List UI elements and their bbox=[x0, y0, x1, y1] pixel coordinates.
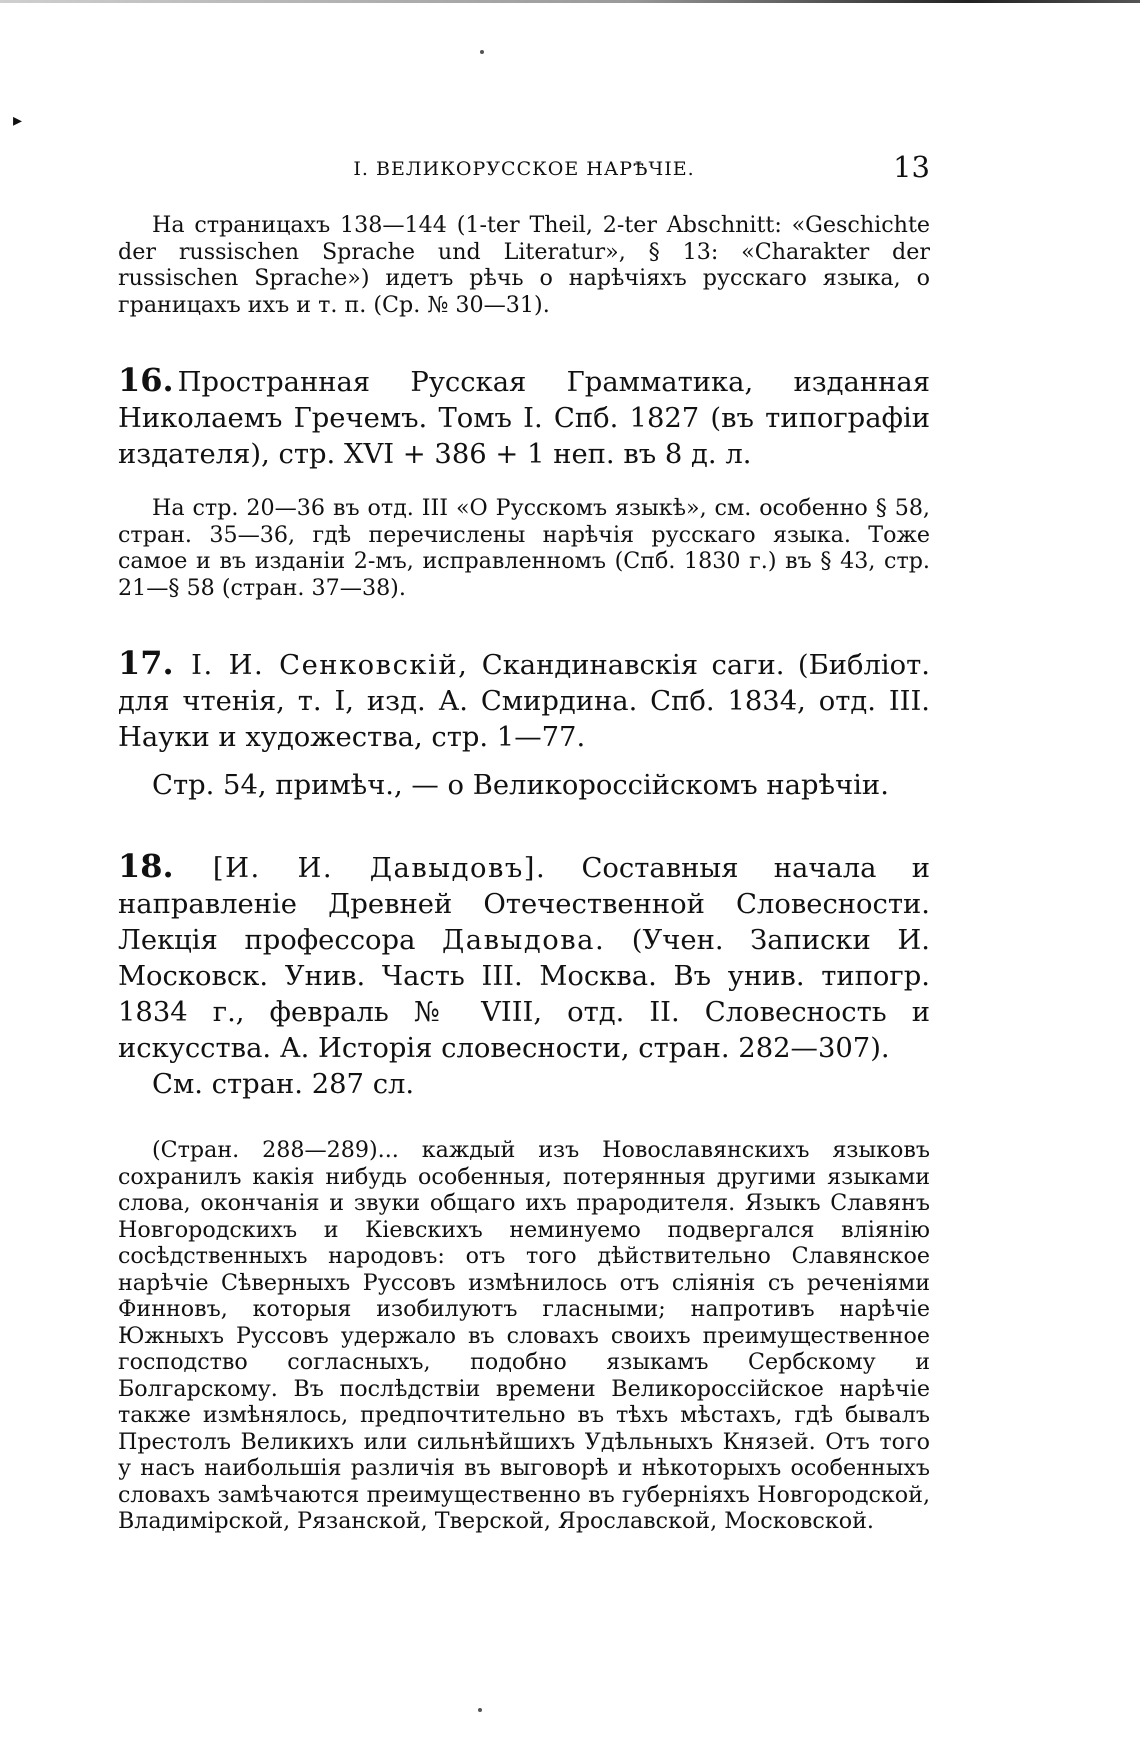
running-title: I. ВЕЛИКОРУССКОЕ НАРѢЧІЕ. bbox=[353, 158, 695, 180]
page-number: 13 bbox=[893, 150, 930, 184]
entry-number: 17. bbox=[118, 644, 174, 682]
entry-note-text: На стр. 20—36 въ отд. III «О Русскомъ языкѣ», см. особенно § 58, стран. 35—36, гдѣ перечислены нарѣчія русскаго языка. Тоже самое и въ изданіи 2-мъ, исправленномъ (Спб. 1830 г.) въ § 43, стр. 21—§ 58 (стран. 37—38). bbox=[118, 495, 930, 601]
scan-speck bbox=[480, 50, 484, 54]
entry-note bbox=[118, 495, 930, 601]
entry-see-also bbox=[118, 1067, 930, 1103]
entry-citation-text: Скандинавскія саги. (Библіот. для чтенія, т. I, изд. А. Смирдина. Спб. 1834, отд. III. Науки и художества, стр. 1—77. bbox=[118, 650, 930, 753]
entry-note-text: (Стран. 288—289)... каждый изъ Новославянскихъ языковъ сохранилъ какія нибудь особенныя, потерянныя другими языками слова, окончанія и звуки общаго ихъ прародителя. Языкъ Славянъ Новгородскихъ и Кіевскихъ неминуемо подвергался вліянію сосѣдственныхъ народовъ: отъ того дѣйствительно Славянское нарѣчіе Сѣверныхъ Руссовъ измѣнилось отъ слiянiя съ реченіями Финновъ, которыя изобилуютъ гласными; напротивъ нарѣчіе Южныхъ Руссовъ удержало въ словахъ своихъ преимущественное господство согласныхъ, подобно языкамъ Сербскому и Болгарскому. Въ послѣдствіи времени Великороссійское нарѣчіе также измѣнялось, предпочтительно въ тѣхъ мѣстахъ, гдѣ бывалъ Престолъ Великихъ или сильнѣйшихъ Удѣльныхъ Князей. Отъ того у насъ наибольшія различія въ выговорѣ и нѣкоторыхъ особенныхъ словахъ замѣчаются преимущественно въ губерніяхъ Новгородской, Владимірской, Рязанской, Тверской, Ярославской, Московской. bbox=[118, 1137, 930, 1534]
entry-see-also-text: См. стран. 287 сл. bbox=[152, 1069, 415, 1100]
scan-speck bbox=[478, 1708, 482, 1712]
entry-16 bbox=[118, 362, 930, 601]
entry-note bbox=[118, 1137, 930, 1535]
scan-top-edge bbox=[0, 0, 1140, 3]
book-page bbox=[118, 150, 930, 1535]
entry-citation-text: Составныя начала и направленіе Древней Отечественной Словесности. Лекція профессора bbox=[118, 853, 930, 956]
entry-number: 18. bbox=[118, 847, 174, 885]
entry-author: [И. И. Давыдовъ]. bbox=[212, 853, 547, 884]
intro-paragraph bbox=[118, 212, 930, 318]
entry-citation bbox=[118, 848, 930, 1067]
running-head bbox=[118, 150, 930, 190]
entry-author-2: Давыдова. bbox=[442, 925, 606, 956]
entry-note bbox=[118, 768, 930, 804]
entry-citation-text-2: (Учен. Записки И. Московск. Унив. Часть III. Москва. Въ унив. типогр. 1834 г., февраль № VIII, отд. II. Словесность и искусства. А. Исторія словесности, стран. 282—307). bbox=[118, 925, 930, 1064]
entry-citation bbox=[118, 362, 930, 473]
entry-citation bbox=[118, 645, 930, 756]
entry-number: 16. bbox=[118, 361, 174, 399]
entry-citation-text: Пространная Русская Грамматика, изданная Николаемъ Гречемъ. Томъ I. Спб. 1827 (въ типографіи издателя), стр. XVI + 386 + 1 неп. въ 8 д. л. bbox=[118, 367, 930, 470]
margin-mark: ▸ bbox=[13, 110, 23, 131]
entry-author: I. И. Сенковскій, bbox=[191, 650, 469, 681]
intro-text: На страницахъ 138—144 (1-ter Theil, 2-ter Abschnitt: «Geschichte der russischen Sprache und Literatur», § 13: «Charakter der russischen Sprache») идетъ рѣчь о нарѣчіяхъ русскаго языка, о границахъ ихъ и т. п. (Ср. № 30—31). bbox=[118, 212, 930, 318]
entry-18 bbox=[118, 848, 930, 1535]
entry-note-text: Стр. 54, примѣч., — о Великороссійскомъ нарѣчіи. bbox=[152, 770, 889, 801]
entry-17 bbox=[118, 645, 930, 804]
